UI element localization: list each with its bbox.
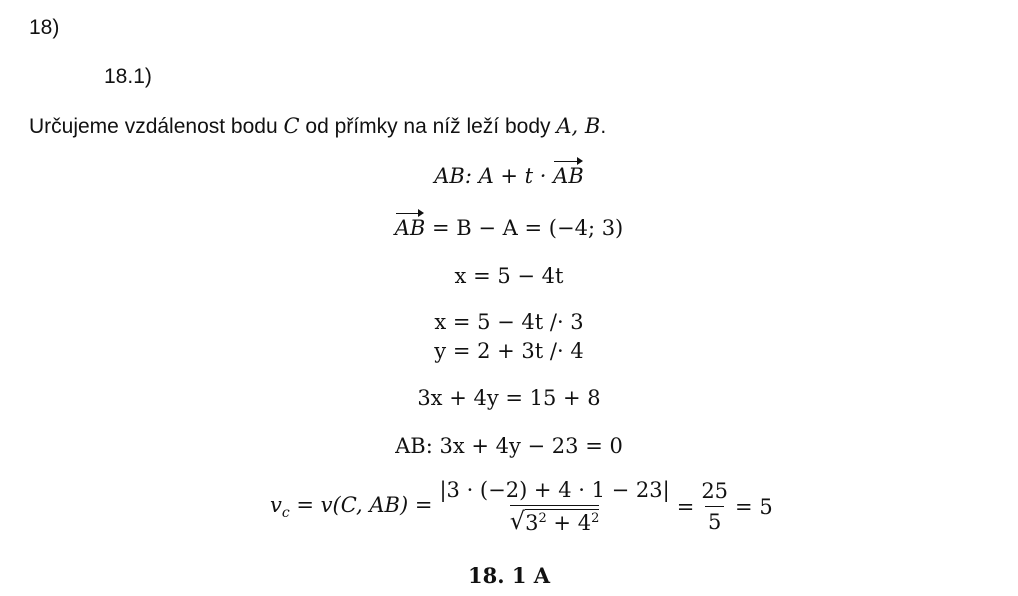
equation-x: x = 5 − 4t [454,264,564,288]
radicand-plus: + [546,511,578,535]
subproblem-number: 18.1) [104,65,152,88]
distance-lhs-rest: = v(C, AB) = [289,492,433,517]
distance-v: v [270,492,282,517]
equation-distance [270,478,773,535]
sqrt-expression [510,509,600,535]
distance-result: = 5 [735,494,773,519]
equation-system-line-1: x = 5 − 4t /· 3 [434,310,584,334]
radicand-b: 4 [577,511,592,535]
equation-vector-ab [0,216,1018,240]
equation-system-line-2: y = 2 + 3t /· 4 [434,339,584,363]
exponent-b: 2 [591,511,600,526]
simplified-fraction [698,479,731,534]
intro-var-c: C [283,114,300,138]
distance-denominator [507,505,603,535]
distance-fraction [436,478,672,535]
eq2-rest: = B − A = (−4; 3) [425,216,624,240]
distance-lhs [270,493,432,521]
equation-sum: 3x + 4y = 15 + 8 [417,386,601,410]
intro-sentence [29,114,606,139]
distance-sub-c: c [281,504,290,521]
eq1-vector-ab: AB [553,164,584,188]
equation-line-parametric [0,164,1018,188]
exponent-a: 2 [538,511,547,526]
intro-text-before: Určujeme vzdálenost bodu [29,115,284,138]
problem-number: 18) [29,16,60,39]
eq2-vector-ab: AB [394,216,426,240]
intro-var-ab: A, B [556,114,601,138]
distance-equals: = [676,494,695,519]
simplified-denominator: 5 [705,506,724,534]
answer-label: 18. 1 A [467,563,551,588]
intro-text-middle: od přímky na níž leží body [299,115,557,138]
sqrt-icon: √ [509,507,526,535]
radicand-a: 3 [525,511,539,535]
distance-numerator: |3 · (−2) + 4 · 1 − 23| [439,478,670,502]
intro-text-end: . [600,115,607,138]
equation-general-form: AB: 3x + 4y − 23 = 0 [395,434,623,458]
sqrt-radicand [525,509,599,535]
eq1-label: AB: A + t · [434,164,554,188]
simplified-numerator: 25 [701,479,729,503]
